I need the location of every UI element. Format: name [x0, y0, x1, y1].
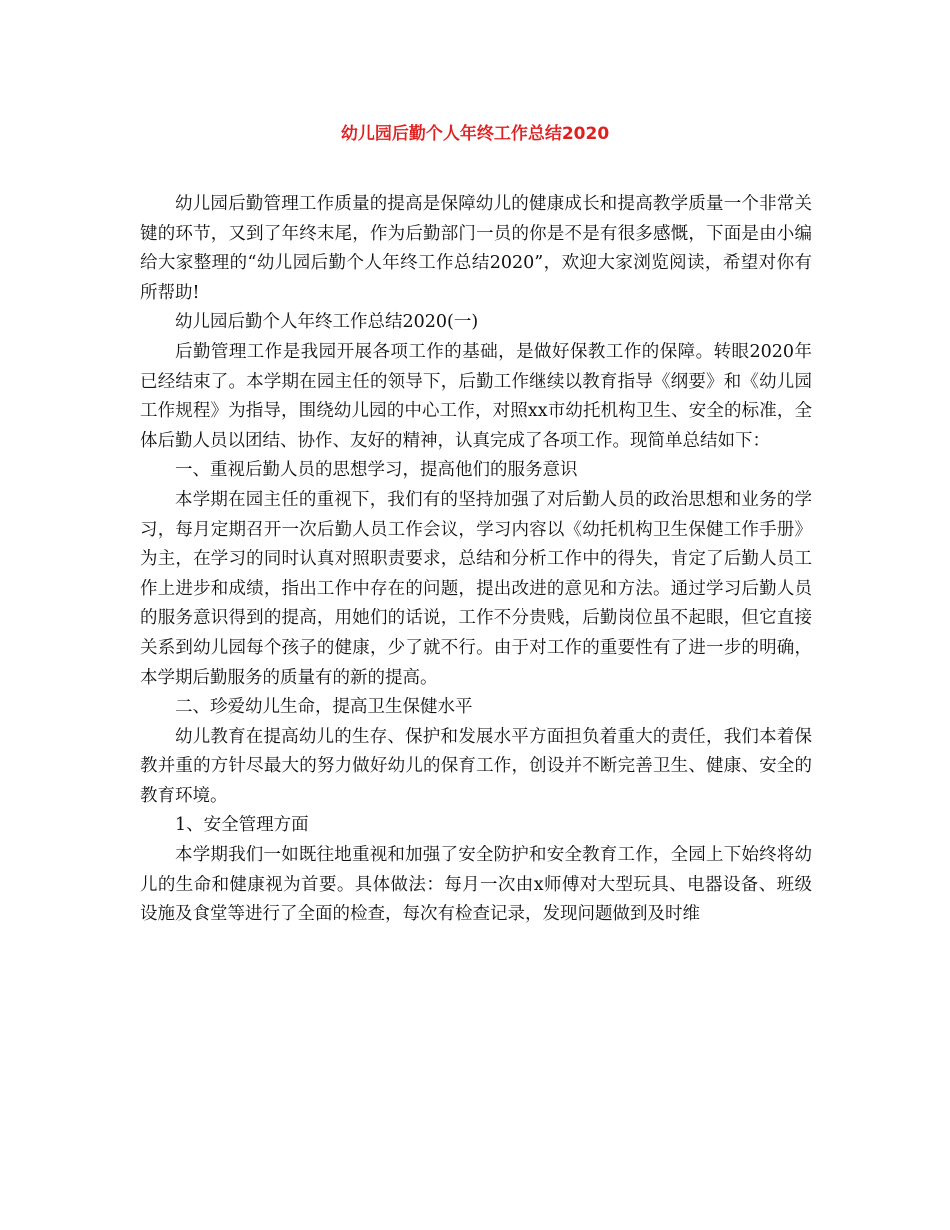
document-title: 幼儿园后勤个人年终工作总结2020: [340, 124, 610, 144]
paragraph-overview: 后勤管理工作是我园开展各项工作的基础，是做好保教工作的保障。转眼2020年已经结束了。本学期在园主任的领导下，后勤工作继续以教育指导《纲要》和《幼儿园工作规程》为指导，围绕幼儿园的中心工作，对照xx市幼托机构卫生、安全的标准，全体后勤人员以团结、协作、友好的精神，认真完成了各项工作。现简单总结如下：: [140, 341, 812, 451]
paragraph-study: 本学期在园主任的重视下，我们有的坚持加强了对后勤人员的政治思想和业务的学习，每月定期召开一次后勤人员工作会议，学习内容以《幼托机构卫生保健工作手册》为主，在学习的同时认真对照职责要求，总结和分析工作中的得失，肯定了后勤人员工作上进步和成绩，指出工作中存在的问题，提出改进的意见和方法。通过学习后勤人员的服务意识得到的提高，用她们的话说，工作不分贵贱，后勤岗位虽不起眼，但它直接关系到幼儿园每个孩子的健康，少了就不行。由于对工作的重要性有了进一步的明确，本学期后勤服务的质量有的新的提高。: [140, 489, 812, 688]
paragraph-intro: 幼儿园后勤管理工作质量的提高是保障幼儿的健康成长和提高教学质量一个非常关键的环节，又到了年终末尾，作为后勤部门一员的你是不是有很多感慨，下面是由小编给大家整理的“幼儿园后勤个人年终工作总结2020”，欢迎大家浏览阅读，希望对你有所帮助!: [140, 194, 812, 303]
heading-item-one: 一、重视后勤人员的思想学习，提高他们的服务意识: [175, 460, 578, 481]
heading-safety: 1、安全管理方面: [175, 815, 309, 836]
paragraph-safety: 本学期我们一如既往地重视和加强了安全防护和安全教育工作，全园上下始终将幼儿的生命和健康视为首要。具体做法：每月一次由x师傅对大型玩具、电器设备、班级设施及食堂等进行了全面的检查，每次有检查记录，发现问题做到及时维: [140, 845, 812, 925]
heading-item-two: 二、珍爱幼儿生命，提高卫生保健水平: [175, 697, 473, 718]
paragraph-health: 幼儿教育在提高幼儿的生存、保护和发展水平方面担负着重大的责任，我们本着保教并重的方针尽最大的努力做好幼儿的保育工作，创设并不断完善卫生、健康、安全的教育环境。: [140, 726, 812, 806]
document-body: [140, 190, 812, 930]
section-heading-part-one: 幼儿园后勤个人年终工作总结2020(一): [175, 312, 479, 333]
